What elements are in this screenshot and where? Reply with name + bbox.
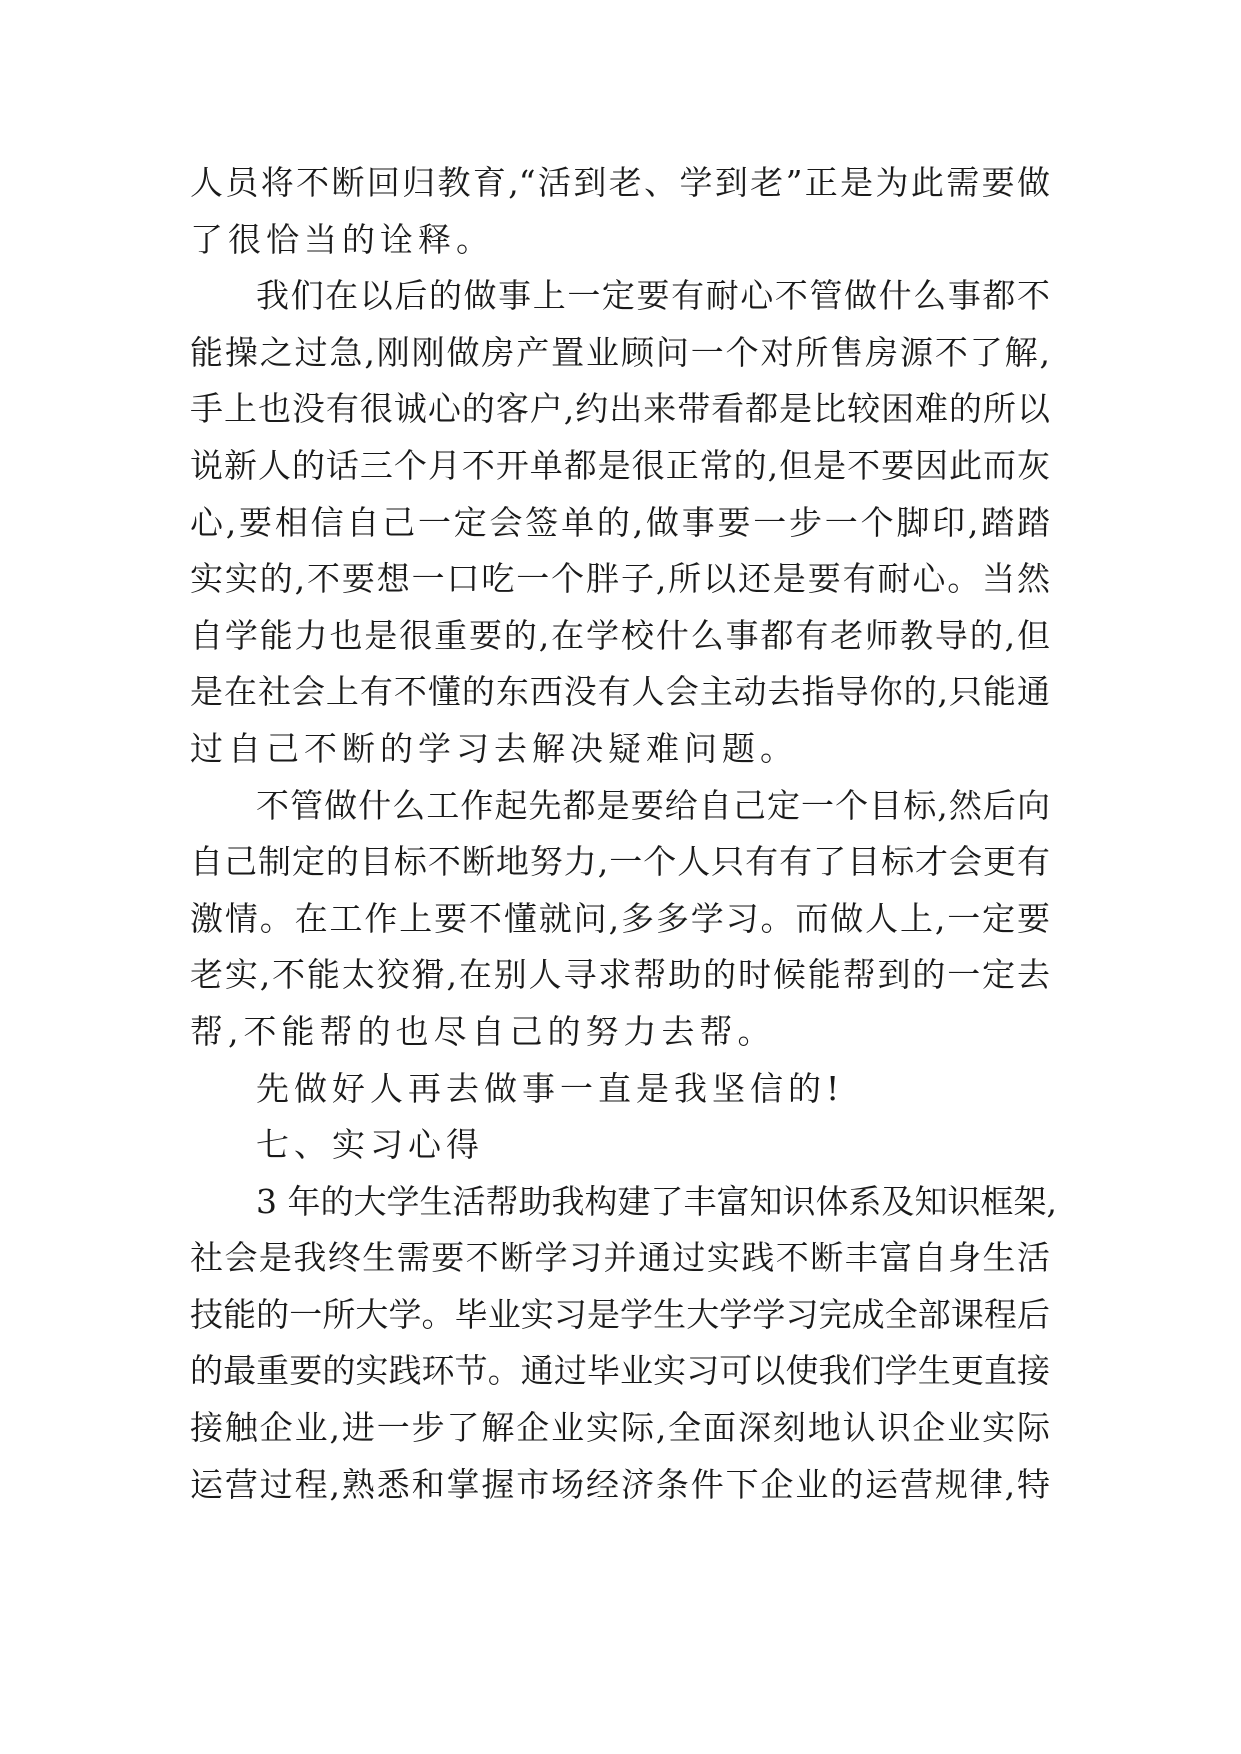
text-line: 是在社会上有不懂的东西没有人会主动去指导你的,只能通 [190, 672, 1050, 712]
document-body [190, 155, 1057, 1513]
text-line: 自己制定的目标不断地努力,一个人只有有了目标才会更有 [190, 842, 1050, 882]
text-line: 手上也没有很诚心的客户,约出来带看都是比较困难的所以 [190, 389, 1050, 429]
text-line: 人员将不断回归教育,“活到老、学到老”正是为此需要做 [190, 163, 1050, 202]
text-line: 过自己不断的学习去解决疑难问题。 [190, 728, 798, 768]
text-line: 自学能力也是很重要的,在学校什么事都有老师教导的,但 [190, 615, 1050, 655]
paragraph-first-line: 3 年的大学生活帮助我构建了丰富知识体系及知识框架, [256, 1181, 1057, 1221]
section-heading: 七、实习心得 [256, 1125, 484, 1165]
text-line: 接触企业,进一步了解企业实际,全面深刻地认识企业实际 [190, 1408, 1050, 1448]
text-line: 心,要相信自己一定会签单的,做事要一步一个脚印,踏踏 [190, 502, 1050, 542]
text-line: 老实,不能太狡猾,在别人寻求帮助的时候能帮到的一定去 [190, 955, 1050, 995]
paragraph-first-line: 我们在以后的做事上一定要有耐心不管做什么事都不 [256, 276, 1050, 316]
text-line: 了很恰当的诠释。 [190, 219, 494, 259]
text-line: 能操之过急,刚刚做房产置业顾问一个对所售房源不了解, [190, 332, 1050, 372]
text-line: 激情。在工作上要不懂就问,多多学习。而做人上,一定要 [190, 898, 1050, 938]
text-line: 帮,不能帮的也尽自己的努力去帮。 [190, 1011, 776, 1051]
text-line: 技能的一所大学。毕业实习是学生大学学习完成全部课程后 [190, 1294, 1050, 1334]
text-line: 说新人的话三个月不开单都是很正常的,但是不要因此而灰 [190, 445, 1050, 485]
text-line: 的最重要的实践环节。通过毕业实习可以使我们学生更直接 [190, 1351, 1050, 1391]
text-line: 运营过程,熟悉和掌握市场经济条件下企业的运营规律,特 [190, 1464, 1050, 1504]
paragraph-first-line: 先做好人再去做事一直是我坚信的! [256, 1068, 845, 1108]
paragraph-first-line: 不管做什么工作起先都是要给自己定一个目标,然后向 [256, 785, 1050, 825]
text-line: 社会是我终生需要不断学习并通过实践不断丰富自身生活 [190, 1238, 1050, 1278]
text-line: 实实的,不要想一口吃一个胖子,所以还是要有耐心。当然 [190, 559, 1050, 599]
